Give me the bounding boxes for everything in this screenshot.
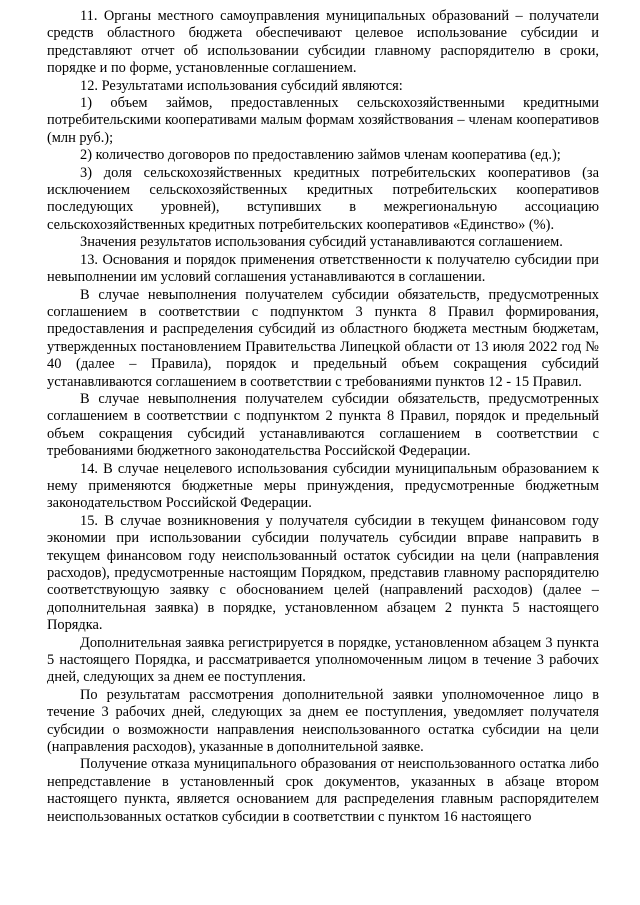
paragraph-14-misuse: 14. В случае нецелевого использования субсидии муниципальным образованием к нему применяются бюджетные меры принуждения, предусмотренные бюджетным законодательством Российской Федерации. (47, 460, 599, 512)
paragraph-15-review-results: По результатам рассмотрения дополнительной заявки уполномоченное лицо в течение 3 рабочих дней, следующих за днем ее поступления, уведомляет получателя субсидии о возможности направления неиспользованного остатка субсидии на цели (направления расходов), указанные в дополнительной заявке. (47, 686, 599, 756)
result-item-3-share: 3) доля сельскохозяйственных кредитных потребительских кооперативов (за исключением сельскохозяйственных кредитных потребительских кооперативов последующих уровней), вступивших в межрегиональную ассоциацию сельскохозяйственных кредитных потребительских кооперативов «Единство» (%). (47, 164, 599, 233)
paragraph-15-savings: 15. В случае возникновения у получателя субсидии в текущем финансовом году экономии при использовании субсидии получатель субсидии вправе направить в текущем финансовом году неиспользованный остаток субсидии на цели (направления расходов), предусмотренные настоящим Порядком, представив главному распорядителю соответствующую заявку с обоснованием целей (направлений расходов) (далее – дополнительная заявка) в порядке, установленном абзацем 2 пункта 5 настоящего Порядка. (47, 512, 599, 634)
paragraph-13-reduction-rules: В случае невыполнения получателем субсидии обязательств, предусмотренных соглашением в соответствии с подпунктом 3 пункта 8 Правил формирования, предоставления и распределения субсидий из областного бюджета местным бюджетам, утвержденных постановлением Правительства Липецкой области от 13 июля 2022 год № 40 (далее – Правила), порядок и предельный объем сокращения субсидий устанавливаются соглашением в соответствии с требованиями пунктов 12 - 15 Правил. (47, 286, 599, 390)
paragraph-13-liability: 13. Основания и порядок применения ответственности к получателю субсидии при невыполнении им условий соглашения устанавливаются в соглашении. (47, 251, 599, 286)
paragraph-12-results: 12. Результатами использования субсидий являются: (80, 77, 403, 94)
paragraph-result-values: Значения результатов использования субсидий устанавливаются соглашением. (80, 234, 563, 251)
paragraph-11-reporting: 11. Органы местного самоуправления муниципальных образований – получатели средств областного бюджета обеспечивают целевое использование субсидии и представляют отчет об использовании субсидии главному распорядителю в сроки, порядке и по форме, установленные соглашением. (47, 8, 599, 77)
paragraph-13-reduction-budget-law: В случае невыполнения получателем субсидии обязательств, предусмотренных соглашением в соответствии с подпунктом 2 пункта 8 Правил, порядок и предельный объем сокращения субсидий устанавливаются соглашением в соответствии с требованиями бюджетного законодательства Российской Федерации. (47, 390, 599, 460)
document-page (47, 8, 599, 826)
result-item-2-contracts: 2) количество договоров по предоставлению займов членам кооператива (ед.); (80, 147, 561, 164)
paragraph-15-registration: Дополнительная заявка регистрируется в порядке, установленном абзацем 3 пункта 5 настоящего Порядка, и рассматривается уполномоченным лицом в течение 3 рабочих дней, следующих за днем ее поступления. (47, 634, 599, 686)
result-item-1-loans: 1) объем займов, предоставленных сельскохозяйственными кредитными потребительскими кооперативами малым формам хозяйствования – членам кооперативов (млн руб.); (47, 95, 599, 146)
paragraph-15-refusal: Получение отказа муниципального образования от неиспользованного остатка либо непредставление в установленный срок документов, указанных в абзаце втором настоящего пункта, является основанием для распределения главным распорядителем неиспользованных остатков субсидии в соответствии с пунктом 16 настоящего (47, 756, 599, 825)
